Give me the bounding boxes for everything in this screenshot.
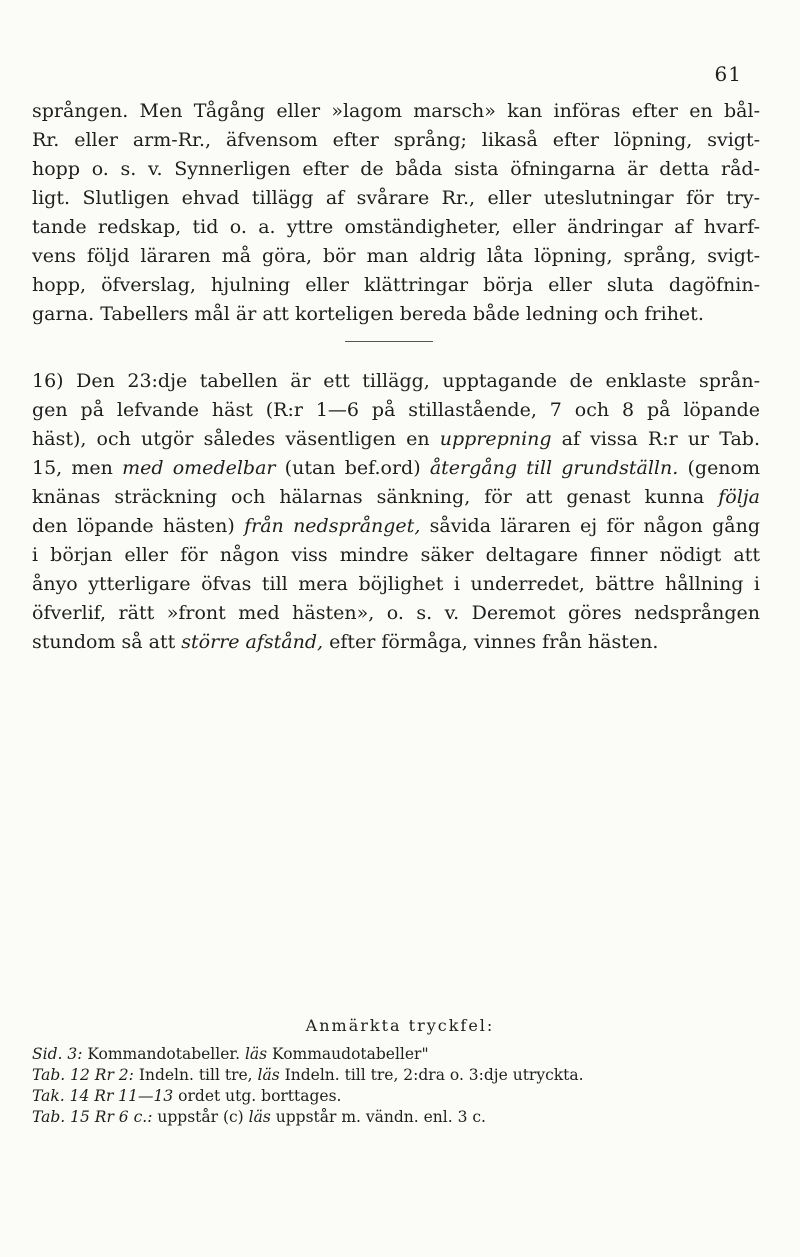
text-segment: (genom [678,457,760,479]
text-line: vens följd läraren må göra, bör man aldrig låta löpning, språng, svigt- [32,245,760,267]
text-line: ligt. Slutligen ehvad tillägg af svårare Rr., eller uteslutningar för try- [32,187,760,209]
section-divider [345,341,433,342]
text-segment: efter förmåga, vinnes från hästen. [323,631,659,653]
text-segment: 16) Den 23:dje tabellen är ett tillägg, upptagande de enklaste språn- [32,370,760,392]
page-number: 61 [714,62,742,86]
italic-text: läs [257,1066,280,1084]
text-line [32,454,760,483]
text-segment: i början eller för någon viss mindre säker deltagare finner nödigt att [32,544,760,566]
text-segment: ånyo ytterligare öfvas till mera böjlighet i underredet, bättre hållning i [32,573,760,595]
text-segment: öfverlif, rätt »front med hästen», o. s. v. Deremot göres nedsprången [32,602,760,624]
text-segment: Kommandotabeller. [82,1045,245,1063]
text-line: hopp, öfverslag, hjulning eller klättringar börja eller sluta dagöfnin- [32,274,760,296]
paragraph-1 [32,97,760,329]
text-line [32,483,760,512]
text-line [32,570,760,599]
text-segment: Indeln. till tre, 2:dra o. 3:dje utryckta. [279,1066,584,1084]
text-line [32,367,760,396]
text-segment: den löpande hästen) [32,515,245,537]
text-segment: Kommaudotabeller" [267,1045,429,1063]
italic-text: Tab. 12 Rr 2: [32,1066,134,1084]
text-segment: af vissa R:r ur Tab. [551,428,760,450]
text-line [32,425,760,454]
text-segment: (utan bef.ord) [275,457,430,479]
italic-text: från nedsprånget, [244,515,421,537]
italic-text: större afstånd, [181,631,324,653]
text-segment: knänas sträckning och hälarnas sänkning, för att genast kunna [32,486,719,508]
text-segment: ordet utg. borttages. [173,1087,342,1105]
text-segment: såvida läraren ej för någon gång [420,515,760,537]
text-segment: häst), och utgör således väsentligen en [32,428,440,450]
italic-text: återgång till grundställn. [429,457,679,479]
errata-list [32,1044,772,1128]
text-line [32,628,760,657]
text-line: sprången. Men Tågång eller »lagom marsch» kan införas efter en bål- [32,100,760,122]
italic-text: med omedelbar [122,457,276,479]
text-segment: gen på lefvande häst (R:r 1—6 på stillastående, 7 och 8 på löpande [32,399,760,421]
text-line [32,1065,772,1086]
errata-heading: Anmärkta tryckfel: [305,1016,495,1035]
text-line: Rr. eller arm-Rr., äfvensom efter språng; likaså efter löpning, svigt- [32,129,760,151]
text-line [32,541,760,570]
text-line [32,512,760,541]
text-line [32,396,760,425]
text-line [32,1044,772,1065]
italic-text: följa [718,486,760,508]
text-segment: uppstår (c) [152,1108,249,1126]
paragraph-2 [32,367,760,657]
italic-text: läs [248,1108,271,1126]
italic-text: Sid. 3: [32,1045,83,1063]
text-line: hopp o. s. v. Synnerligen efter de båda sista öfningarna är detta råd- [32,158,760,180]
text-segment: 15, men [32,457,123,479]
italic-text: Tab. 15 Rr 6 c.: [32,1108,153,1126]
text-line [32,1107,772,1128]
text-segment: uppstår m. vändn. enl. 3 c. [270,1108,486,1126]
text-line [32,1086,772,1107]
text-segment: stundom så att [32,631,182,653]
italic-text: läs [244,1045,268,1063]
text-segment: Indeln. till tre, [133,1066,258,1084]
text-line: tande redskap, tid o. a. yttre omständigheter, eller ändringar af hvarf- [32,216,760,238]
italic-text: upprepning [439,428,552,450]
text-line [32,599,760,628]
italic-text: Tak. 14 Rr 11—13 [32,1087,174,1105]
text-line: garna. Tabellers mål är att korteligen bereda både ledning och frihet. [32,303,704,325]
